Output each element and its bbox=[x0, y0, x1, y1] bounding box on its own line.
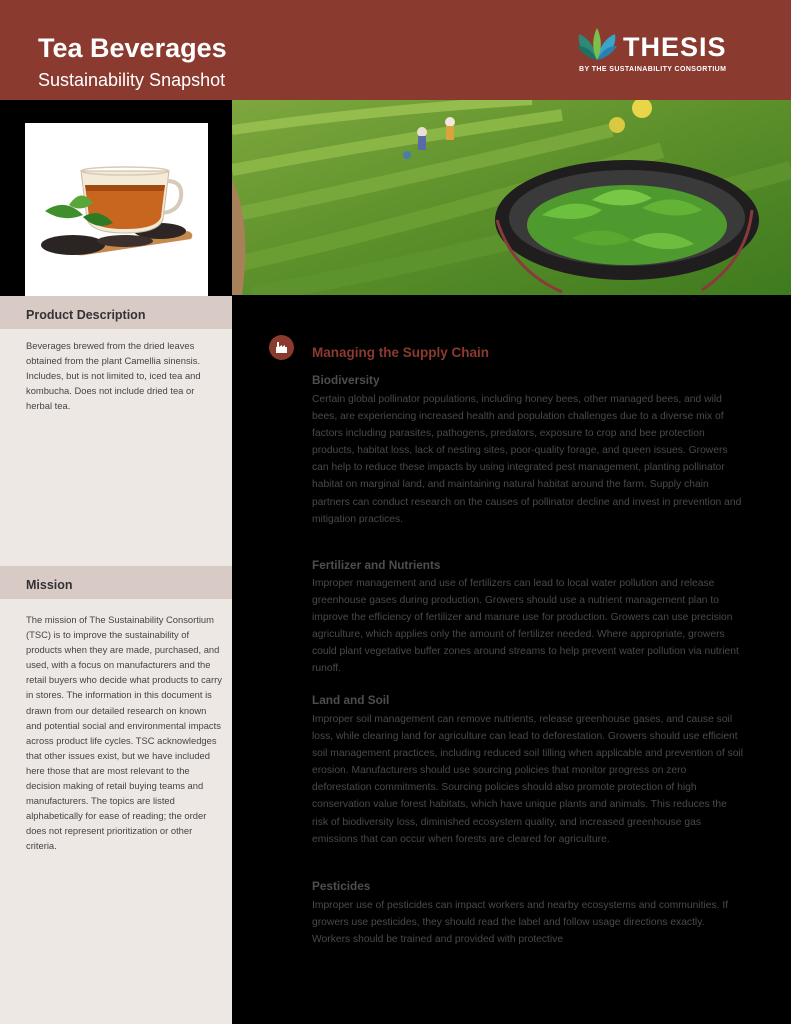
logo-tagline: BY THE SUSTAINABILITY CONSORTIUM bbox=[579, 66, 727, 73]
mission-heading: Mission bbox=[0, 566, 232, 599]
sidebar bbox=[0, 100, 232, 1024]
logo-wordmark: THESIS bbox=[623, 32, 727, 62]
product-photo bbox=[25, 123, 208, 306]
topic-heading-biodiversity: Biodiversity bbox=[312, 373, 380, 387]
tea-cup-illustration bbox=[25, 123, 208, 306]
product-description-text: Beverages brewed from the dried leaves obtained from the plant Camellia sinensis. Includes, but is not limited to, iced tea and kombucha. Does not include dried tea or herbal tea. bbox=[26, 340, 201, 412]
tea-plantation-photo bbox=[232, 100, 791, 295]
section-title: Managing the Supply Chain bbox=[312, 345, 490, 360]
document-title: Tea Beverages bbox=[38, 33, 227, 63]
factory-icon bbox=[269, 335, 294, 360]
topic-body-pesticides: Improper use of pesticides can impact workers and nearby ecosystems and communities. If growers use pesticides, they should read the label and follow usage directions exactly. Workers should be trained and provided with protective bbox=[312, 900, 729, 946]
document-subtitle: Sustainability Snapshot bbox=[38, 70, 226, 90]
topic-body-biodiversity: Certain global pollinator populations, including honey bees, other managed bees, and wild bees, are experiencing increased health and population challenges due to a diverse mix of factors including parasites, pathogens, predators, exposure to crop and bee protection products, habitat loss, lack of nesting sites, poor-quality forage, and queen issues. Growers can help to reduce these impacts by using integrated pest management, planting pollinator habitat on marginal land, and maintaining natural habitat around the farm. Supply chain partners can conduct research on the causes of pollinator decline and invest in prevention and mitigation practices. bbox=[312, 394, 742, 525]
header-banner bbox=[0, 0, 791, 100]
tea-field-illustration bbox=[232, 100, 791, 295]
topic-heading-pesticides: Pesticides bbox=[312, 879, 371, 893]
topic-heading-fertilizer: Fertilizer and Nutrients bbox=[312, 558, 441, 572]
topic-heading-land-and-soil: Land and Soil bbox=[312, 693, 390, 707]
topic-body-land-and-soil: Improper soil management can remove nutrients, release greenhouse gases, and cause soil loss, while clearing land for agriculture can lead to deforestation. Growers should use efficient soil management practices, including reduced soil tilling when applicable and prevention of soil erosion. Manufacturers should use sourcing policies that monitor progress on zero deforestation commitments. Sourcing policies should also promote protection of high conservation value forest habitats, which have unique plants and animals. This reduces the risk of biodiversity loss, diminished ecosystem quality, and increased greenhouse gas emissions that can occur when forests are cleared for agriculture. bbox=[312, 714, 744, 845]
thesis-logo bbox=[575, 28, 745, 78]
main-content bbox=[232, 295, 791, 1024]
product-photo-band bbox=[0, 100, 232, 296]
mission-text: The mission of The Sustainability Consortium (TSC) is to improve the sustainability of products when they are made, purchased, and used, with a focus on manufacturers and the retail buyers who decide what products to carry in stores. The information in this document is drawn from our detailed research on known and potential social and environmental impacts across product life cycles. TSC acknowledges that other issues exist, but we have included here those that are most relevant to the decision making of retail buying teams and manufacturers. The topics are listed alphabetically for ease of reading; the order does not represent prioritization or other criteria. bbox=[26, 614, 222, 852]
topic-body-fertilizer: Improper management and use of fertilizers can lead to local water pollution and release greenhouse gases during production. Growers should use a nutrient management plan to improve the efficiency of fertilizer and manure use for production. Growers can use precision agriculture, which applies only the amount of fertilizer needed. Where appropriate, growers could plant vegetative buffer zones around streams to help prevent water pollution via nutrient runoff. bbox=[312, 578, 739, 675]
leaf-logo-icon bbox=[575, 28, 621, 64]
sidebar-panel bbox=[0, 296, 232, 1024]
product-description-heading: Product Description bbox=[0, 296, 232, 329]
